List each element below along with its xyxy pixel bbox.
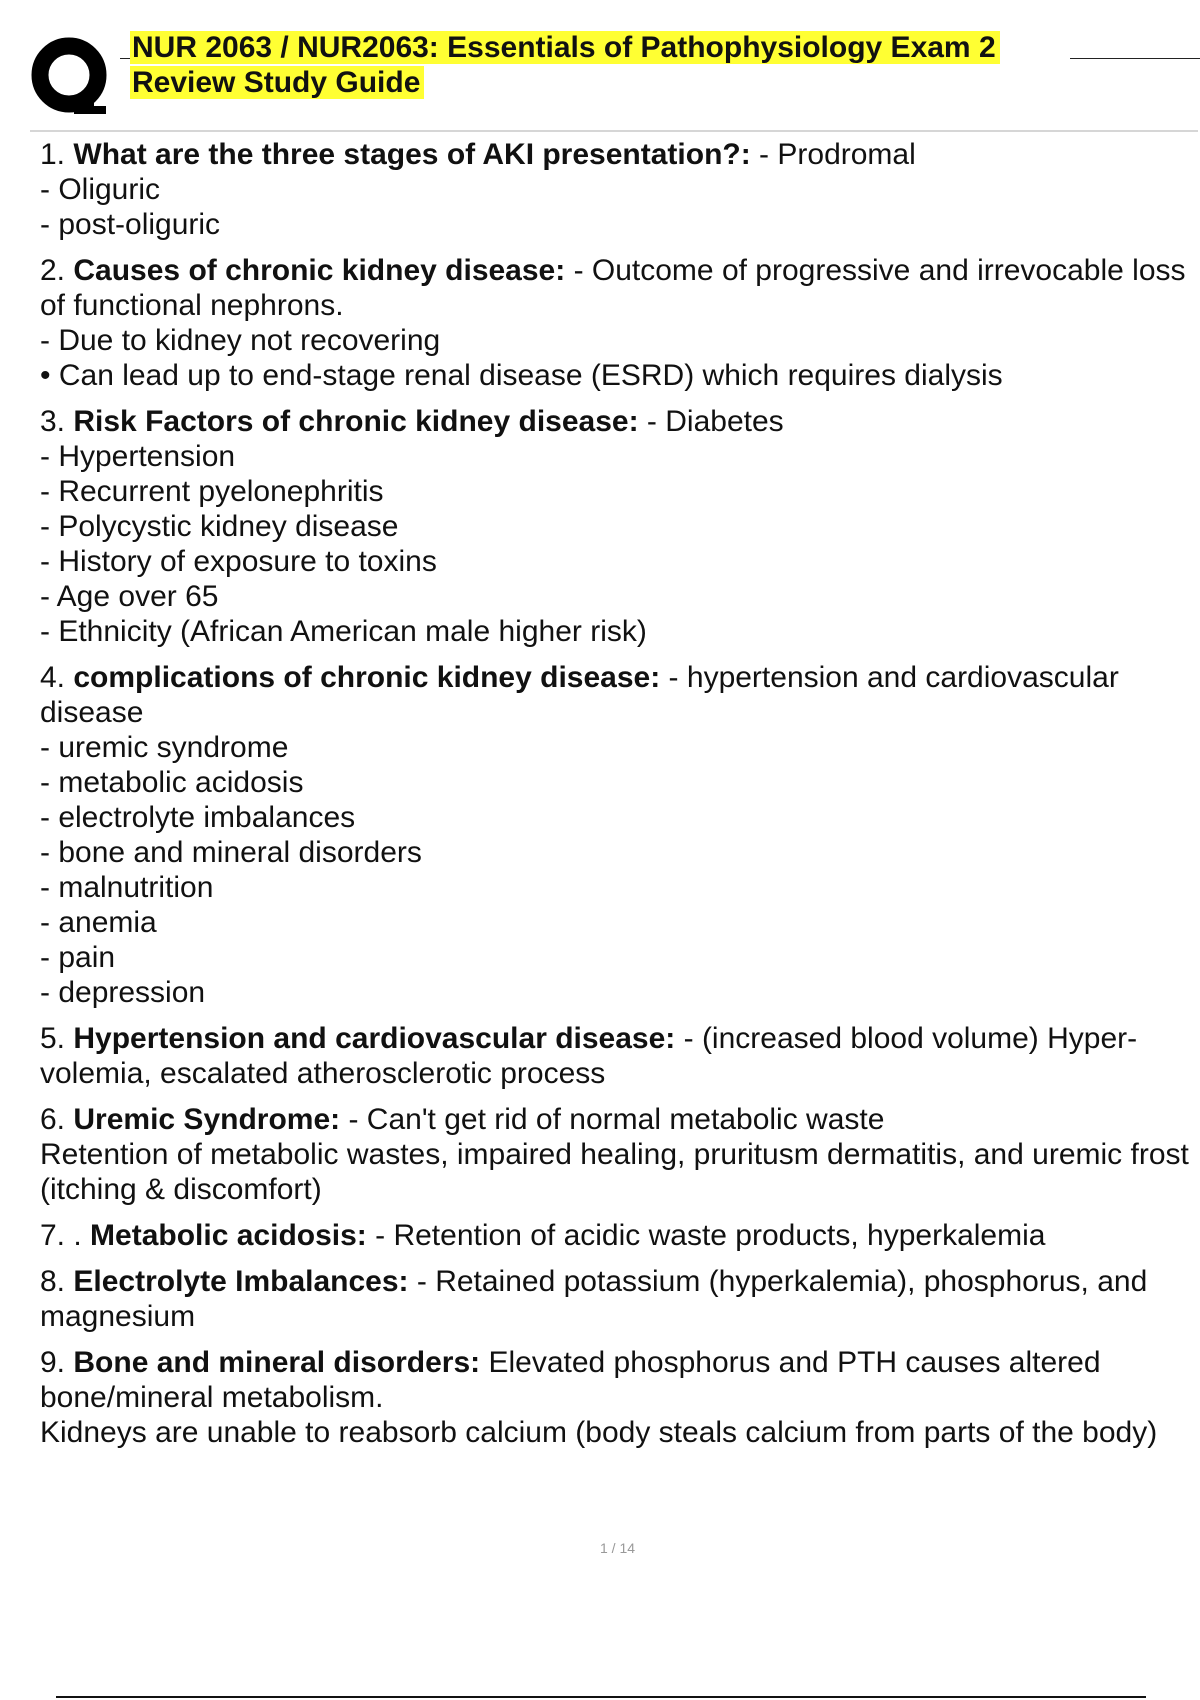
- page-bottom-rule: [56, 1696, 1146, 1698]
- item-detail-line: Kidneys are unable to reabsorb calcium (body steals calcium from parts of the body): [40, 1416, 1158, 1449]
- item-detail-line: - Due to kidney not recovering: [40, 324, 441, 357]
- item-first-line: [40, 1021, 1200, 1091]
- item-answer: - Diabetes: [638, 405, 784, 438]
- item-question: Uremic Syndrome:: [73, 1103, 341, 1136]
- study-item: [40, 1021, 1200, 1091]
- page-number: 1 / 14: [599, 1540, 636, 1556]
- item-question: Hypertension and cardiovascular disease:: [73, 1022, 676, 1055]
- item-number: 2.: [40, 254, 66, 287]
- item-question: Risk Factors of chronic kidney disease:: [73, 405, 639, 438]
- item-number: 4.: [40, 661, 66, 694]
- item-detail-line: - pain: [40, 941, 116, 974]
- study-item: [40, 1345, 1200, 1450]
- item-question: Metabolic acidosis:: [90, 1219, 367, 1252]
- item-first-line: [40, 1102, 1200, 1137]
- study-item: [40, 137, 1200, 242]
- title-rule-right: [1070, 58, 1200, 60]
- item-detail-line: - Recurrent pyelonephritis: [40, 475, 384, 508]
- item-detail-line: - uremic syndrome: [40, 731, 289, 764]
- study-item: [40, 253, 1200, 393]
- item-detail-line: - bone and mineral disorders: [40, 836, 422, 869]
- study-item: [40, 1218, 1200, 1253]
- item-answer: - Outcome of progressive and irrevocable loss of functional nephrons.: [40, 254, 1186, 322]
- item-number: 5.: [40, 1022, 66, 1055]
- item-detail-line: - anemia: [40, 906, 157, 939]
- item-answer: - (increased blood volume) Hyper-volemia, escalated atherosclerotic process: [40, 1022, 1138, 1090]
- item-detail-line: - Polycystic kidney disease: [40, 510, 399, 543]
- item-detail-line: • Can lead up to end-stage renal disease (ESRD) which requires dialysis: [40, 359, 1003, 392]
- item-number: 1.: [40, 138, 66, 171]
- item-number: 3.: [40, 405, 66, 438]
- study-item: [40, 1264, 1200, 1334]
- q-logo-icon: [30, 36, 112, 118]
- item-answer: - Retention of acidic waste products, hyperkalemia: [366, 1219, 1046, 1252]
- item-detail-line: - Hypertension: [40, 440, 236, 473]
- title-text-2: Review Study Guide: [130, 66, 424, 99]
- item-first-line: [40, 137, 1200, 172]
- document-title: [130, 30, 1140, 100]
- title-line-1: [130, 30, 1140, 65]
- item-detail-line: - metabolic acidosis: [40, 766, 304, 799]
- item-detail-line: - History of exposure to toxins: [40, 545, 437, 578]
- header-divider: [30, 130, 1198, 132]
- item-detail-line: Retention of metabolic wastes, impaired healing, pruritusm dermatitis, and uremic frost (itching & discomfort): [40, 1138, 1189, 1206]
- study-item: [40, 404, 1200, 649]
- item-first-line: [40, 1218, 1200, 1253]
- item-question: complications of chronic kidney disease:: [73, 661, 661, 694]
- item-answer: Elevated phosphorus and PTH causes altered bone/mineral metabolism.: [40, 1346, 1101, 1414]
- item-detail-line: - depression: [40, 976, 206, 1009]
- item-answer: - Retained potassium (hyperkalemia), phosphorus, and magnesium: [40, 1265, 1148, 1333]
- item-detail-line: - Oliguric: [40, 173, 161, 206]
- title-rule-left: [120, 58, 130, 60]
- study-guide-content: [40, 137, 1200, 1461]
- item-detail-line: - post-oliguric: [40, 208, 221, 241]
- item-detail-line: - malnutrition: [40, 871, 214, 904]
- title-text-1: NUR 2063 / NUR2063: Essentials of Pathophysiology Exam 2: [130, 31, 1000, 64]
- item-question: Causes of chronic kidney disease:: [73, 254, 566, 287]
- item-number: 7. .: [40, 1219, 82, 1252]
- study-item: [40, 1102, 1200, 1207]
- item-number: 9.: [40, 1346, 66, 1379]
- study-item: [40, 660, 1200, 1010]
- title-line-2: [130, 65, 1140, 100]
- item-first-line: [40, 1264, 1200, 1334]
- item-question: Electrolyte Imbalances:: [73, 1265, 409, 1298]
- item-first-line: [40, 660, 1200, 730]
- item-first-line: [40, 1345, 1200, 1415]
- item-number: 6.: [40, 1103, 66, 1136]
- item-question: Bone and mineral disorders:: [73, 1346, 481, 1379]
- item-answer: - hypertension and cardiovascular disease: [40, 661, 1119, 729]
- item-question: What are the three stages of AKI presentation?:: [73, 138, 751, 171]
- item-answer: - Can't get rid of normal metabolic waste: [340, 1103, 885, 1136]
- item-detail-line: - Ethnicity (African American male higher risk): [40, 615, 647, 648]
- item-number: 8.: [40, 1265, 66, 1298]
- item-detail-line: - Age over 65: [40, 580, 219, 613]
- item-first-line: [40, 253, 1200, 323]
- item-answer: - Prodromal: [750, 138, 916, 171]
- item-detail-line: - electrolyte imbalances: [40, 801, 356, 834]
- item-first-line: [40, 404, 1200, 439]
